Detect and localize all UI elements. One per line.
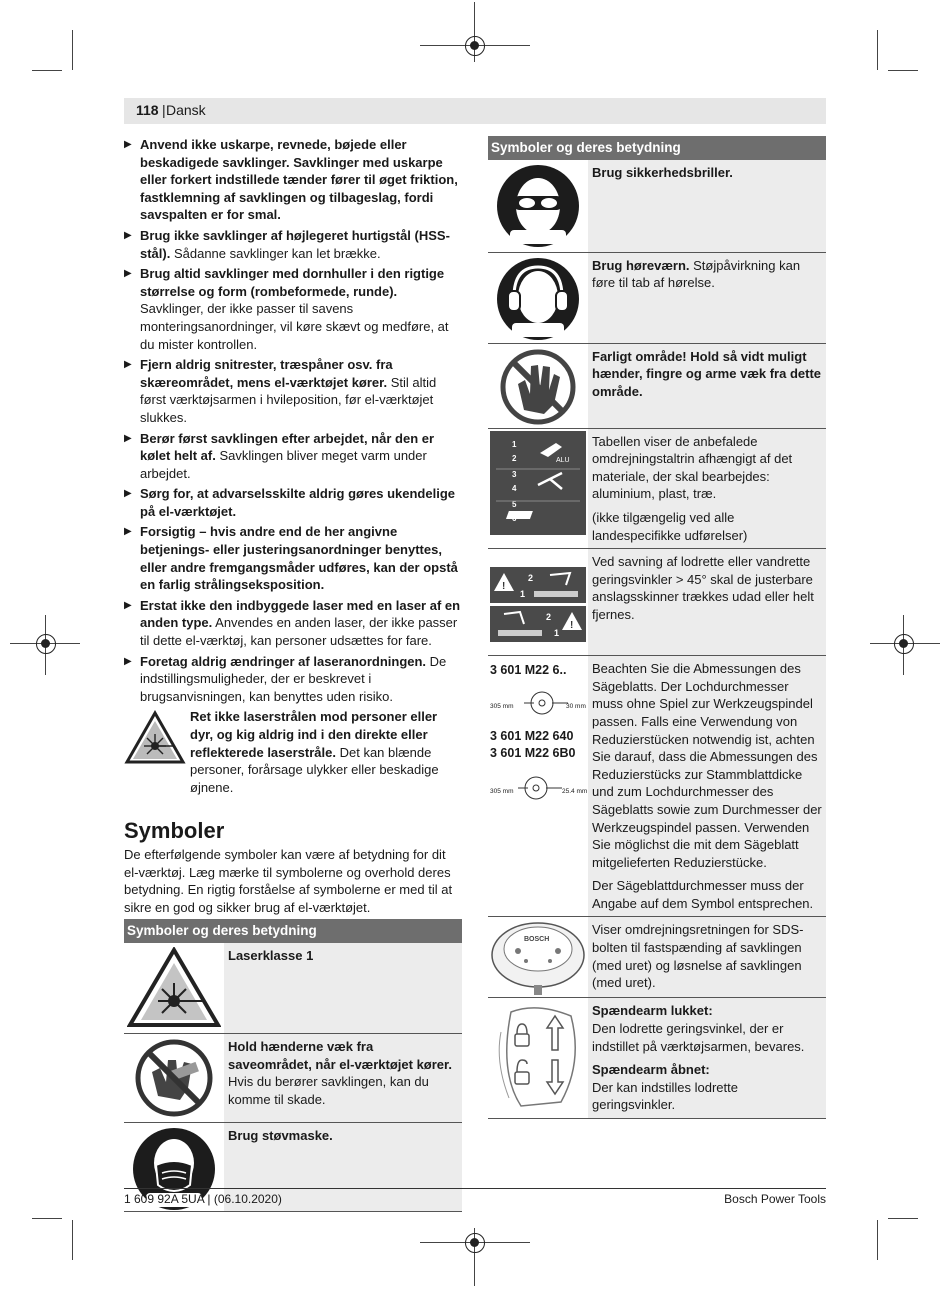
bullet-bold: Foretag aldrig ændringer af laseranordningen. (140, 653, 427, 669)
article-number: 3 601 M22 6B0 (490, 746, 576, 761)
table-row (124, 1034, 462, 1123)
bullet-bold: Anvend ikke uskarpe, revnede, bøjede eller beskadigede savklinger. Savklinger med uskarpe eller forkert indstillede tænder fører til øget friktion, fastklemning af savklingen og tilbageslag, fordi savspalten er for smal. (140, 137, 458, 223)
row-text: Den lodrette geringsvinkel, der er indstillet på værktøjsarmen, bevares. (592, 1021, 805, 1054)
footer-brand: Bosch Power Tools (724, 1192, 826, 1206)
row-title: Laserklasse 1 (228, 947, 314, 963)
table-row (488, 253, 826, 344)
svg-text:1: 1 (520, 588, 526, 599)
row-text: Støjpåvirkning kan føre til tab af hørelse. (592, 257, 801, 291)
footer-doc-number: 1 609 92A 5UA | (06.10.2020) (124, 1192, 282, 1206)
svg-text:2: 2 (528, 572, 534, 583)
table-row (488, 160, 826, 253)
bullet-text: Anvendes en anden laser, der ikke passer til dette el-værktøj, kan personer udsættes for fare. (140, 615, 458, 649)
safety-bullet (124, 265, 462, 353)
table-header: Symboler og deres betydning (124, 919, 462, 943)
table-row (488, 549, 826, 656)
section-intro: De efterfølgende symboler kan være af betydning for dit el-værktøj. Læg mærke til symbolerne og overhold deres betydning. En rigtig forståelse af symbolerne er med til at sikre en god og sikker brug af el-værktøjet. (124, 846, 453, 915)
row-text: Der kan indstilles lodrette geringsvinkler. (592, 1079, 738, 1113)
safety-glasses-icon (488, 160, 588, 252)
sds-bolt-icon (488, 917, 588, 997)
row-text: Tabellen viser de anbefalede omdrejningstaltrin afhængigt af det materiale, der skal bearbejdes: aluminium, plast, træ. (592, 433, 793, 502)
safety-bullet (124, 356, 462, 426)
safety-bullet (124, 136, 462, 224)
bullet-bold: Brug ikke savklinger af højlegeret hurtigstål (HSS-stål). (140, 227, 450, 261)
row-title: Brug støvmaske. (228, 1127, 333, 1143)
svg-text:!: ! (502, 580, 506, 592)
bullet-text: De indstillingsmuligheder, der er beskrevet i brugsanvisningen, kan benyttes uden risiko. (140, 653, 447, 704)
crop-mark (32, 1218, 62, 1219)
ear-protection-icon (488, 253, 588, 343)
bullet-bold: Brug altid savklinger med dornhuller i den rigtige størrelse og form (rombeformede, runde). (140, 266, 445, 299)
bullet-bold: Forsigtig – hvis andre end de her angivne betjenings- eller justeringsanordninger benyttes, eller andre fremgangsmåder udføres, kan der opstå en farlig strålingseksposition. (140, 524, 458, 593)
crop-mark (877, 1220, 878, 1260)
speed-step-label: 2 (512, 453, 517, 463)
bullet-text: Savklingen bliver meget varm under arbejdet. (140, 448, 427, 481)
footer-rule (124, 1188, 826, 1189)
table-header: Symboler og deres betydning (488, 136, 826, 160)
crop-mark (888, 1218, 918, 1219)
table-row (488, 998, 826, 1119)
laser-warning-block (124, 708, 462, 796)
row-title: Hold hænderne væk fra saveområdet, når el-værktøjet kører. (228, 1038, 452, 1072)
row-text: Ved savning af lodrette eller vandrette geringsvinkler > 45° skal de justerbare anslagsskinner trækkes udad eller helt fjernes. (592, 554, 814, 622)
row-title: Spændearm åbnet: (592, 1062, 710, 1078)
safety-bullet-list (124, 136, 462, 705)
article-number: 3 601 M22 640 (490, 728, 574, 743)
svg-text:ALU: ALU (556, 456, 570, 464)
safety-bullet (124, 523, 462, 593)
row-title: Spændearm lukket: (592, 1003, 713, 1019)
laser-warning-icon (124, 943, 224, 1033)
safety-bullet (124, 227, 462, 262)
safety-bullet (124, 430, 462, 483)
row-note: (ikke tilgængelig ved alle landespecifikke udførelser) (592, 509, 748, 543)
bullet-text: Savklinger, der ikke passer til savens monteringsanordninger, vil køre skævt og medføre, at du mister kontrollen. (140, 301, 449, 352)
row-text: Hvis du berører savklingen, kan du komme til skade. (228, 1074, 429, 1107)
blade-dimensions (488, 656, 588, 916)
bullet-text: Stil altid først værktøjsarmen i hvileposition, før el-værktøjet slukkes. (140, 374, 437, 425)
blade-diagram: 305 mm 30 mm (490, 686, 588, 722)
safety-bullet (124, 597, 462, 650)
page-number: 118 (136, 102, 159, 118)
registration-mark (465, 36, 485, 56)
crop-mark (32, 70, 62, 71)
crop-mark (72, 1220, 73, 1260)
laser-warning-bold: Ret ikke laserstrålen mod personer eller dyr, og kig aldrig ind i den direkte eller reflekterede laserstråle. (190, 709, 438, 760)
table-row (124, 943, 462, 1034)
row-title: Brug sikkerhedsbriller. (592, 164, 733, 180)
laser-warning-icon (124, 708, 190, 796)
bullet-bold: Sørg for, at advarselsskilte aldrig gøres ukendelige på el-værktøjet. (140, 486, 456, 519)
left-column (124, 136, 462, 1212)
crop-mark (888, 70, 918, 71)
left-symbol-table (124, 919, 462, 1212)
table-row (488, 429, 826, 550)
row-text: Viser omdrejningsretningen for SDS-bolten til fastspænding af savklingen (med uret) og løsnelse af savklingen (med uret). (592, 922, 804, 991)
clamp-lever-icon (488, 998, 588, 1118)
speed-step-label: 1 (512, 439, 517, 449)
bullet-bold: Erstat ikke den indbyggede laser med en laser af en anden type. (140, 597, 461, 631)
danger-zone-hand-icon (488, 344, 588, 428)
svg-text:1: 1 (554, 627, 560, 638)
speed-step-label: 5 (512, 499, 517, 509)
speed-table-icon (488, 429, 588, 549)
row-text: Der Sägeblattdurchmesser muss der Angabe auf dem Symbol entsprechen. (592, 878, 814, 911)
article-number: 3 601 M22 6.. (490, 663, 567, 678)
registration-mark (36, 634, 56, 654)
safety-bullet (124, 485, 462, 520)
row-text: Beachten Sie die Abmessungen des Sägeblatts. Der Lochdurchmesser muss ohne Spiel zur Werkzeugspindel passen. Falls eine Verwendung von Reduzierstücken notwendig ist, achten Sie darauf, dass die Abmessungen des Reduzierstücks zur Stammblattdicke und zum Lochdurchmesser des Sägeblatts sowie zum Durchmesser der Werkzeugspindel passen. Verwenden Sie möglichst die mit dem Sägeblatt mitgelieferten Reduzierstücke. (592, 661, 822, 870)
row-title: Brug høreværn. (592, 257, 690, 273)
fence-warning-icon (488, 549, 588, 655)
crop-mark (877, 30, 878, 70)
page-header: 118 | Dansk (124, 98, 826, 124)
table-row (488, 917, 826, 998)
right-column (488, 136, 826, 1119)
svg-text:BOSCH: BOSCH (524, 936, 550, 944)
bullet-bold: Fjern aldrig snitrester, træspåner osv. fra skæreområdet, mens el-værktøjet kører. (140, 357, 393, 390)
blade-diagram: 305 mm 25.4 mm (490, 771, 588, 807)
table-row (488, 344, 826, 429)
section-title: Symboler (124, 818, 225, 844)
bullet-bold: Berør først savklingen efter arbejdet, når den er kølet helt af. (140, 430, 435, 464)
table-row (488, 656, 826, 917)
speed-step-label: 4 (512, 483, 517, 493)
registration-mark (894, 634, 914, 654)
bullet-text: Sådanne savklinger kan let brække. (170, 245, 381, 261)
registration-mark (465, 1233, 485, 1253)
laser-warning-text: Det kan blænde personer, forårsage ulykker eller beskadige øjnene. (190, 744, 439, 795)
row-title: Farligt område! Hold så vidt muligt hænder, fingre og arme væk fra dette område. (592, 348, 822, 399)
no-hands-icon (124, 1034, 224, 1122)
speed-step-label: 3 (512, 469, 517, 479)
svg-text:2: 2 (546, 611, 552, 622)
safety-bullet (124, 653, 462, 706)
crop-mark (72, 30, 73, 70)
svg-text:!: ! (570, 619, 574, 631)
header-language: Dansk (166, 102, 206, 118)
